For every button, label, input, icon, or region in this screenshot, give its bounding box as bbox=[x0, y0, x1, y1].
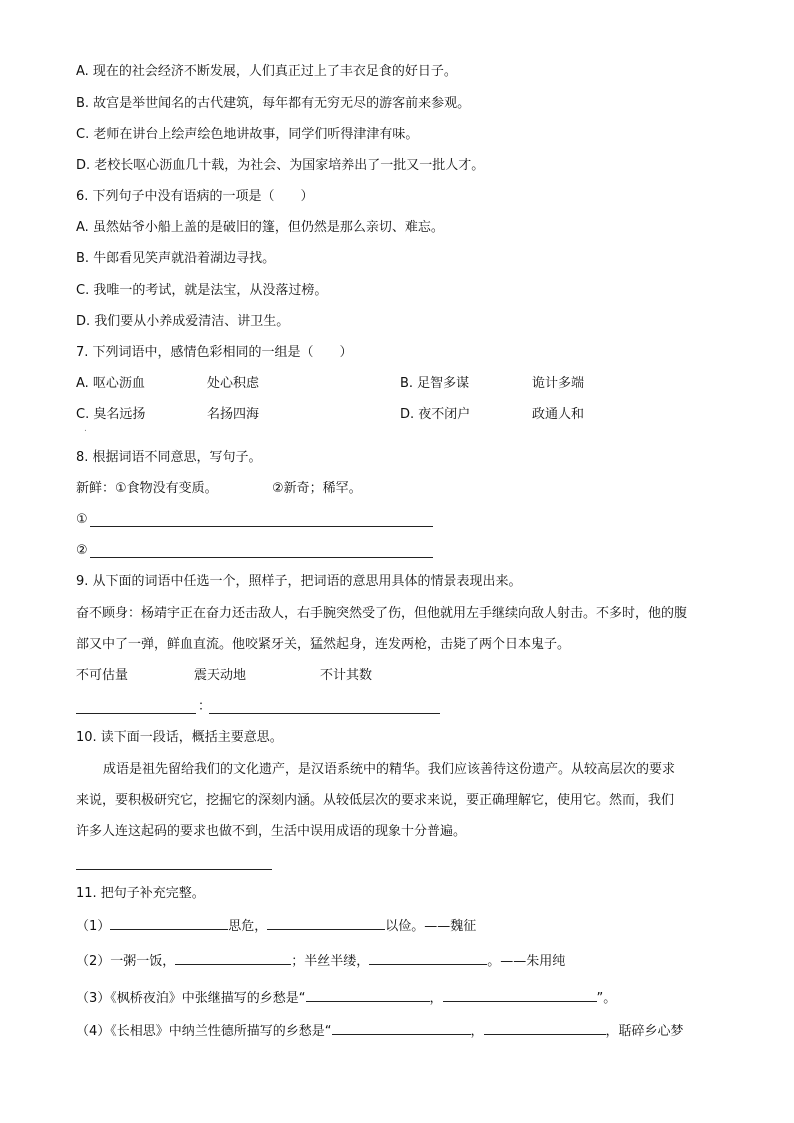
q9-stem: 9. 从下面的词语中任选一个，照样子，把词语的意思用具体的情景表现出来。 bbox=[76, 574, 522, 589]
q11-s1-mid2: 以俭。——魏征 bbox=[385, 919, 477, 934]
q11-s4-comma: ， bbox=[470, 1024, 484, 1039]
q11-sentence-4 bbox=[76, 1021, 684, 1041]
q8-blank-2-marker: ② bbox=[76, 543, 88, 558]
q7-option-b: B. 足智多谋 bbox=[400, 376, 470, 391]
q9-word-blank[interactable] bbox=[76, 713, 196, 714]
q7-option-a-word2: 处心积虑 bbox=[207, 376, 260, 391]
q11-sentence-2 bbox=[76, 951, 565, 971]
q11-s4-blank-2[interactable] bbox=[484, 1021, 606, 1035]
q7-option-c-word2: 名扬四海 bbox=[207, 407, 260, 422]
q11-s1-blank-1[interactable] bbox=[110, 916, 228, 930]
q5-option-c: C. 老师在讲台上绘声绘色地讲故事，同学们听得津津有味。 bbox=[76, 127, 419, 142]
q11-s3-prefix: （3）《枫桥夜泊》中张继描写的乡愁是“ bbox=[76, 991, 306, 1006]
q8-stem: 8. 根据词语不同意思，写句子。 bbox=[76, 450, 262, 465]
q10-answer-line[interactable] bbox=[76, 869, 272, 870]
stray-dot: . bbox=[84, 424, 87, 434]
q8-meaning-2: ②新奇；稀罕。 bbox=[272, 481, 362, 496]
q6-option-d: D. 我们要从小养成爱清洁、讲卫生。 bbox=[76, 314, 290, 329]
q11-s4-end: ，聒碎乡心梦 bbox=[605, 1024, 684, 1039]
q9-example-line-1: 奋不顾身：杨靖宇正在奋力还击敌人，右手腕突然受了伤，但他就用左手继续向敌人射击。不多时，他的腹 bbox=[76, 606, 688, 621]
q11-s3-blank-1[interactable] bbox=[306, 988, 430, 1002]
q11-s1-mid1: 思危， bbox=[228, 919, 268, 934]
q8-meaning-1: 新鲜：①食物没有变质。 bbox=[76, 481, 218, 496]
q6-option-a: A. 虽然姑爷小船上盖的是破旧的篷，但仍然是那么亲切、难忘。 bbox=[76, 220, 444, 235]
q11-s3-end: ”。 bbox=[596, 991, 617, 1006]
q11-s2-end: 。——朱用纯 bbox=[487, 954, 566, 969]
q11-s4-blank-1[interactable] bbox=[332, 1021, 471, 1035]
q10-paragraph-line-2: 来说，要积极研究它，挖掘它的深刻内涵。从较低层次的要求来说，要正确理解它，使用它。然而，我们 bbox=[76, 793, 675, 808]
q10-paragraph-line-1: 成语是祖先留给我们的文化遗产，是汉语系统中的精华。我们应该善待这份遗产。从较高层次的要求 bbox=[103, 762, 676, 777]
q9-word-2: 震天动地 bbox=[194, 668, 247, 683]
q10-paragraph-line-3: 许多人连这起码的要求也做不到，生活中误用成语的现象十分普遍。 bbox=[76, 824, 467, 839]
q6-option-b: B. 牛郎看见笑声就沿着湖边寻找。 bbox=[76, 251, 276, 266]
q11-s1-blank-2[interactable] bbox=[267, 916, 385, 930]
q8-answer-line-2[interactable] bbox=[90, 557, 433, 558]
q11-stem: 11. 把句子补充完整。 bbox=[76, 886, 205, 901]
q7-option-c: C. 臭名远扬 bbox=[76, 407, 146, 422]
q9-word-1: 不可估量 bbox=[76, 668, 129, 683]
q8-blank-1-marker: ① bbox=[76, 512, 88, 527]
q11-sentence-1 bbox=[76, 916, 476, 936]
q9-sentence-blank[interactable] bbox=[209, 713, 440, 714]
q11-s3-comma: ， bbox=[429, 991, 443, 1006]
q11-s2-mid: ；半丝半缕， bbox=[291, 954, 370, 969]
q9-colon: ： bbox=[198, 699, 212, 714]
q11-s2-blank-2[interactable] bbox=[369, 951, 487, 965]
q10-stem: 10. 读下面一段话，概括主要意思。 bbox=[76, 730, 283, 745]
q6-option-c: C. 我唯一的考试，就是法宝，从没落过榜。 bbox=[76, 283, 328, 298]
q5-option-d: D. 老校长呕心沥血几十载，为社会、为国家培养出了一批又一批人才。 bbox=[76, 158, 485, 173]
q11-s2-blank-1[interactable] bbox=[175, 951, 291, 965]
q11-sentence-3 bbox=[76, 988, 616, 1008]
q11-s3-blank-2[interactable] bbox=[443, 988, 597, 1002]
q9-example-line-2: 部又中了一弹，鲜血直流。他咬紧牙关，猛然起身，连发两枪，击毙了两个日本鬼子。 bbox=[76, 637, 571, 652]
q7-option-a: A. 呕心沥血 bbox=[76, 376, 145, 391]
q11-s2-prefix: （2）一粥一饭， bbox=[76, 954, 176, 969]
q11-s1-prefix: （1） bbox=[76, 919, 111, 934]
q5-option-b: B. 故宫是举世闻名的古代建筑，每年都有无穷无尽的游客前来参观。 bbox=[76, 96, 471, 111]
q9-word-3: 不计其数 bbox=[320, 668, 373, 683]
q6-stem: 6. 下列句子中没有语病的一项是（ ） bbox=[76, 189, 314, 204]
q7-option-d-word2: 政通人和 bbox=[532, 407, 585, 422]
q5-option-a: A. 现在的社会经济不断发展，人们真正过上了丰衣足食的好日子。 bbox=[76, 64, 457, 79]
q8-answer-line-1[interactable] bbox=[90, 526, 433, 527]
q7-stem: 7. 下列词语中，感情色彩相同的一组是（ ） bbox=[76, 345, 353, 360]
q11-s4-prefix: （4）《长相思》中纳兰性德所描写的乡愁是“ bbox=[76, 1024, 332, 1039]
q7-option-b-word2: 诡计多端 bbox=[532, 376, 585, 391]
q7-option-d: D. 夜不闭户 bbox=[400, 407, 471, 422]
